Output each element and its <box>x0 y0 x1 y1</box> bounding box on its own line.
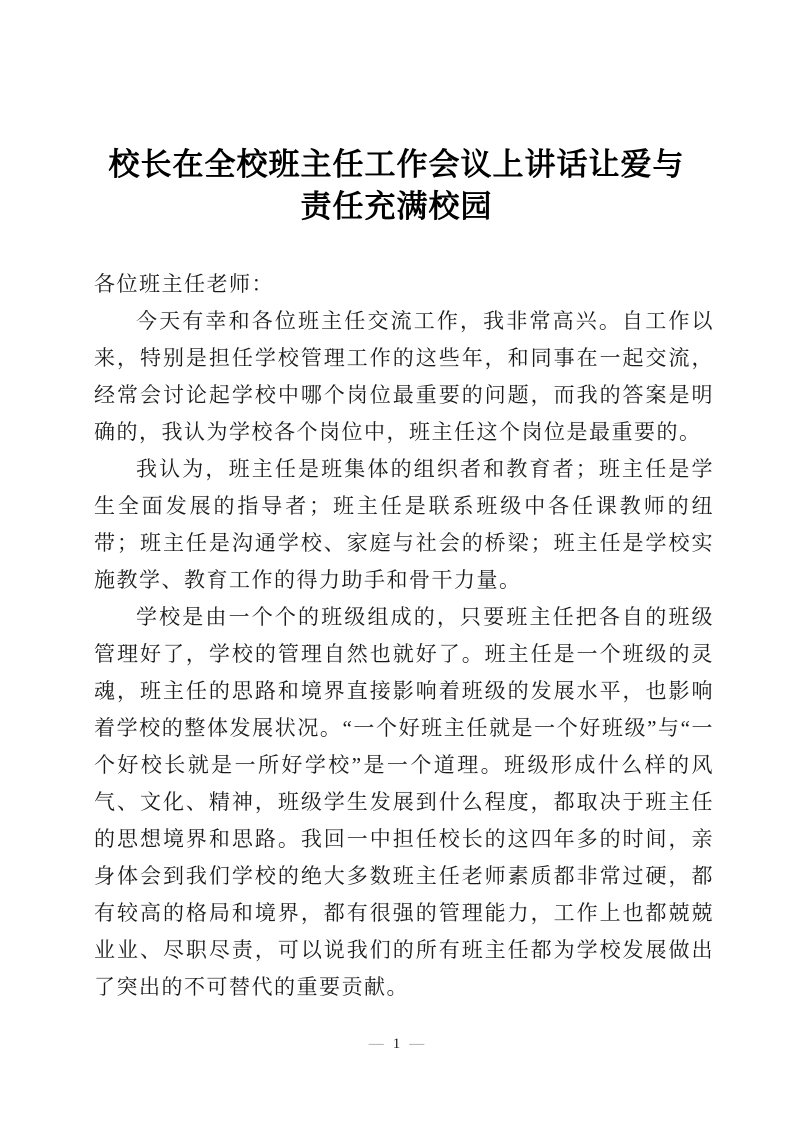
paragraph-3: 学校是由一个个的班级组成的，只要班主任把各自的班级管理好了，学校的管理自然也就好了。班主任是一个班级的灵魂，班主任的思路和境界直接影响着班级的发展水平，也影响着学校的整体发展状况。“一个好班主任就是一个好班级”与“一个好校长就是一所好学校”是一个道理。班级形成什么样的风气、文化、精神，班级学生发展到什么程度，都取决于班主任的思想境界和思路。我回一中担任校长的这四年多的时间，亲身体会到我们学校的绝大多数班主任老师素质都非常过硬，都有较高的格局和境界，都有很强的管理能力，工作上也都兢兢业业、尽职尽责，可以说我们的所有班主任都为学校发展做出了突出的不可替代的重要贡献。 <box>94 605 714 999</box>
footer-right-dash: — <box>409 1036 425 1052</box>
page-footer <box>0 1034 793 1054</box>
paragraph-2: 我认为，班主任是班集体的组织者和教育者；班主任是学生全面发展的指导者；班主任是联系班级中各任课教师的纽带；班主任是沟通学校、家庭与社会的桥梁；班主任是学校实施教学、教育工作的得力助手和骨干力量。 <box>94 457 714 592</box>
document-title-line-2: 责任充满校园 <box>300 189 493 224</box>
paragraph-1: 今天有幸和各位班主任交流工作，我非常高兴。自工作以来，特别是担任学校管理工作的这些年，和同事在一起交流，经常会讨论起学校中哪个岗位最重要的问题，而我的答案是明确的，我认为学校各个岗位中，班主任这个岗位是最重要的。 <box>94 309 714 444</box>
salutation: 各位班主任老师： <box>94 272 274 296</box>
document-body <box>94 266 714 1006</box>
footer-left-dash: — <box>368 1036 384 1052</box>
document-title-line-1: 校长在全校班主任工作会议上讲话让爱与 <box>108 147 685 182</box>
document-title <box>50 144 743 228</box>
page-number: 1 <box>392 1036 401 1052</box>
